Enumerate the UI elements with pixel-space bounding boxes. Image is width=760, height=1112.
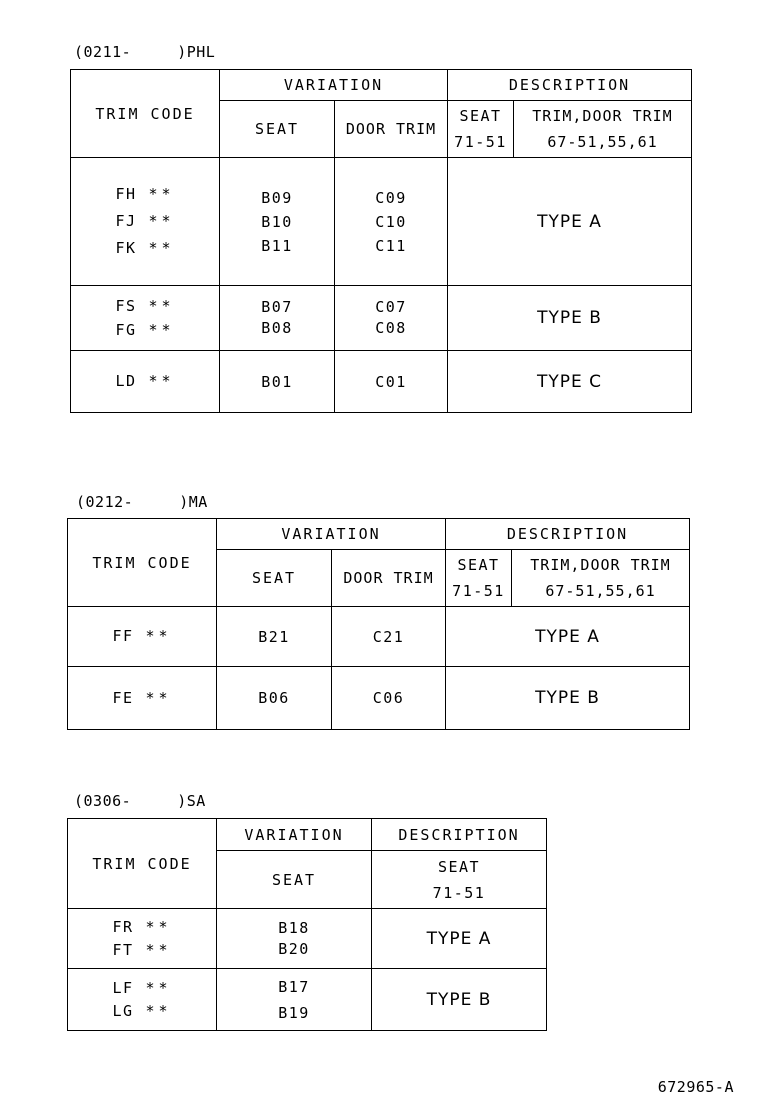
table-row — [71, 286, 692, 351]
trim-code: LF — [112, 978, 134, 997]
door-trim-code: C06 — [332, 667, 446, 730]
door-trim-code-cell — [335, 158, 448, 286]
asterisk-mark: ** — [148, 321, 175, 339]
header-desc-trim — [514, 101, 692, 158]
door-trim-code: C07 — [375, 298, 407, 316]
seat-code: B19 — [278, 1003, 310, 1022]
header-seat: SEAT — [217, 851, 372, 909]
trim-code-cell — [71, 351, 220, 413]
table-row — [68, 909, 547, 969]
header-desc-seat — [448, 101, 514, 158]
market-code-label: )MA — [179, 493, 208, 511]
asterisk-mark: ** — [145, 627, 172, 645]
trim-code-table — [70, 69, 692, 413]
door-trim-code: C01 — [335, 351, 448, 413]
header-seat: SEAT — [217, 550, 332, 607]
table-row — [71, 158, 692, 286]
asterisk-mark: ** — [145, 940, 172, 959]
header-description: DESCRIPTION — [448, 70, 692, 101]
section-label — [76, 493, 208, 511]
trim-code: LD — [115, 372, 137, 390]
header-trim-code: TRIM CODE — [68, 819, 217, 909]
header-door-trim: DOOR TRIM — [335, 101, 448, 158]
asterisk-mark: ** — [148, 239, 175, 257]
description-type: TYPE A — [448, 158, 692, 286]
seat-code: B08 — [261, 319, 293, 337]
description-type: TYPE B — [446, 667, 690, 730]
seat-code: B21 — [217, 607, 332, 667]
table-row — [68, 667, 690, 730]
seat-code-cell — [220, 286, 335, 351]
asterisk-mark: ** — [145, 688, 172, 707]
seat-code: B09 — [261, 188, 293, 207]
header-desc-seat — [372, 851, 547, 909]
desc-seat-line2: 71-51 — [432, 883, 486, 902]
header-door-trim: DOOR TRIM — [332, 550, 446, 607]
asterisk-mark: ** — [145, 978, 172, 997]
door-trim-code: C21 — [332, 607, 446, 667]
header-description: DESCRIPTION — [372, 819, 547, 851]
trim-code: FR — [112, 917, 134, 936]
trim-code-table — [67, 518, 690, 730]
trim-code: FG — [115, 321, 137, 339]
trim-code-cell — [68, 607, 217, 667]
door-trim-code-cell — [335, 286, 448, 351]
description-type: TYPE A — [372, 909, 547, 969]
header-variation: VARIATION — [217, 819, 372, 851]
asterisk-mark: ** — [145, 1001, 172, 1020]
description-type: TYPE B — [372, 969, 547, 1031]
market-code-label: )SA — [177, 792, 206, 810]
desc-seat-line2: 71-51 — [452, 582, 505, 600]
description-type: TYPE C — [448, 351, 692, 413]
desc-trim-line2: 67-51,55,61 — [545, 582, 656, 600]
door-trim-code: C08 — [375, 319, 407, 337]
table-row — [68, 607, 690, 667]
trim-code: LG — [112, 1001, 134, 1020]
description-type: TYPE B — [448, 286, 692, 351]
trim-code-cell — [68, 909, 217, 969]
door-trim-code: C09 — [375, 188, 407, 207]
effective-date-label: (0211- — [74, 43, 132, 61]
desc-seat-line1: SEAT — [457, 556, 500, 574]
trim-code-cell — [68, 667, 217, 730]
door-trim-code: C11 — [375, 236, 407, 255]
desc-seat-line1: SEAT — [437, 857, 481, 876]
description-type: TYPE A — [446, 607, 690, 667]
asterisk-mark: ** — [148, 297, 175, 315]
desc-trim-line2: 67-51,55,61 — [547, 133, 658, 151]
trim-code-cell — [71, 286, 220, 351]
desc-seat-line2: 71-51 — [454, 133, 507, 151]
header-variation: VARIATION — [220, 70, 448, 101]
trim-code-table — [67, 818, 547, 1031]
seat-code: B10 — [261, 212, 293, 231]
asterisk-mark: ** — [148, 372, 175, 390]
seat-code: B06 — [217, 667, 332, 730]
header-seat: SEAT — [220, 101, 335, 158]
seat-code-cell — [220, 158, 335, 286]
header-trim-code: TRIM CODE — [68, 519, 217, 607]
effective-date-label: (0306- — [74, 792, 132, 810]
section-label — [74, 792, 206, 810]
desc-seat-line1: SEAT — [459, 107, 502, 125]
header-trim-code: TRIM CODE — [71, 70, 220, 158]
seat-code: B07 — [261, 298, 293, 316]
trim-code: FK — [115, 239, 137, 257]
desc-trim-line1: TRIM,DOOR TRIM — [530, 556, 671, 574]
seat-code-cell — [217, 909, 372, 969]
seat-code-cell — [217, 969, 372, 1031]
trim-code: FE — [112, 688, 134, 707]
table-row — [68, 969, 547, 1031]
seat-code: B01 — [220, 351, 335, 413]
trim-code: FJ — [115, 212, 137, 230]
trim-code: FS — [115, 297, 137, 315]
section-label — [74, 43, 215, 61]
asterisk-mark: ** — [148, 185, 175, 203]
market-code-label: )PHL — [177, 43, 216, 61]
door-trim-code: C10 — [375, 212, 407, 231]
seat-code: B11 — [261, 236, 293, 255]
seat-code: B20 — [278, 939, 310, 958]
asterisk-mark: ** — [145, 917, 172, 936]
asterisk-mark: ** — [148, 212, 175, 230]
seat-code: B18 — [278, 918, 310, 937]
illustration-number: 672965-A — [657, 1078, 734, 1096]
header-desc-seat — [446, 550, 512, 607]
header-variation: VARIATION — [217, 519, 446, 550]
effective-date-label: (0212- — [76, 493, 134, 511]
table-row — [71, 351, 692, 413]
trim-code: FH — [115, 185, 137, 203]
trim-code: FT — [112, 940, 134, 959]
seat-code: B17 — [278, 977, 310, 996]
trim-code-cell — [68, 969, 217, 1031]
header-desc-trim — [512, 550, 690, 607]
trim-code: FF — [112, 627, 134, 645]
header-description: DESCRIPTION — [446, 519, 690, 550]
desc-trim-line1: TRIM,DOOR TRIM — [532, 107, 673, 125]
trim-code-cell — [71, 158, 220, 286]
